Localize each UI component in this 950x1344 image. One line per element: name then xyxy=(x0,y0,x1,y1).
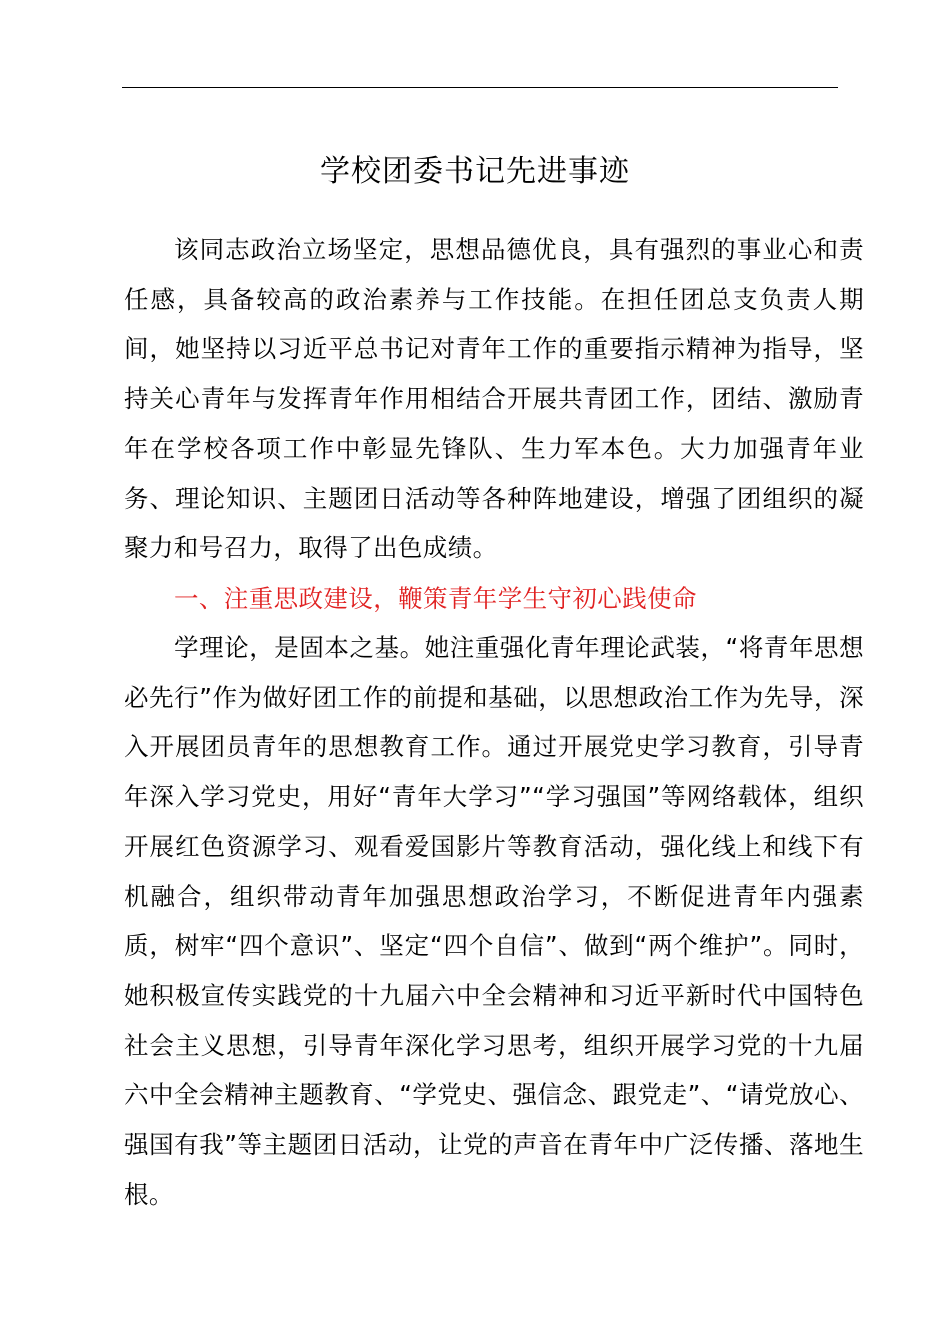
section-heading: 一、注重思政建设，鞭策青年学生守初心践使命 xyxy=(174,584,697,613)
section-paragraph: 学理论，是固本之基。她注重强化青年理论武装，“将青年思想必先行”作为做好团工作的前提和基础，以思想政治工作为先导，深入开展团员青年的思想教育工作。通过开展党史学习教育，引导青年深入学习党史，用好“青年大学习”“学习强国”等网络载体，组织开展红色资源学习、观看爱国影片等教育活动，强化线上和线下有机融合，组织带动青年加强思想政治学习，不断促进青年内强素质，树牢“四个意识”、坚定“四个自信”、做到“两个维护”。同时，她积极宣传实践党的十九届六中全会精神和习近平新时代中国特色社会主义思想，引导青年深化学习思考，组织开展学习党的十九届六中全会精神主题教育、“学党史、强信念、跟党走”、“请党放心、强国有我”等主题团日活动，让党的声音在青年中广泛传播、落地生根。 xyxy=(124,633,864,1209)
intro-paragraph: 该同志政治立场坚定，思想品德优良，具有强烈的事业心和责任感，具备较高的政治素养与工作技能。在担任团总支负责人期间，她坚持以习近平总书记对青年工作的重要指示精神为指导，坚持关心青年与发挥青年作用相结合开展共青团工作，团结、激励青年在学校各项工作中彰显先锋队、生力军本色。大力加强青年业务、理论知识、主题团日活动等各种阵地建设，增强了团组织的凝聚力和号召力，取得了出色成绩。 xyxy=(124,235,864,563)
document-title: 学校团委书记先进事迹 xyxy=(320,154,630,189)
header-rule xyxy=(122,87,838,88)
